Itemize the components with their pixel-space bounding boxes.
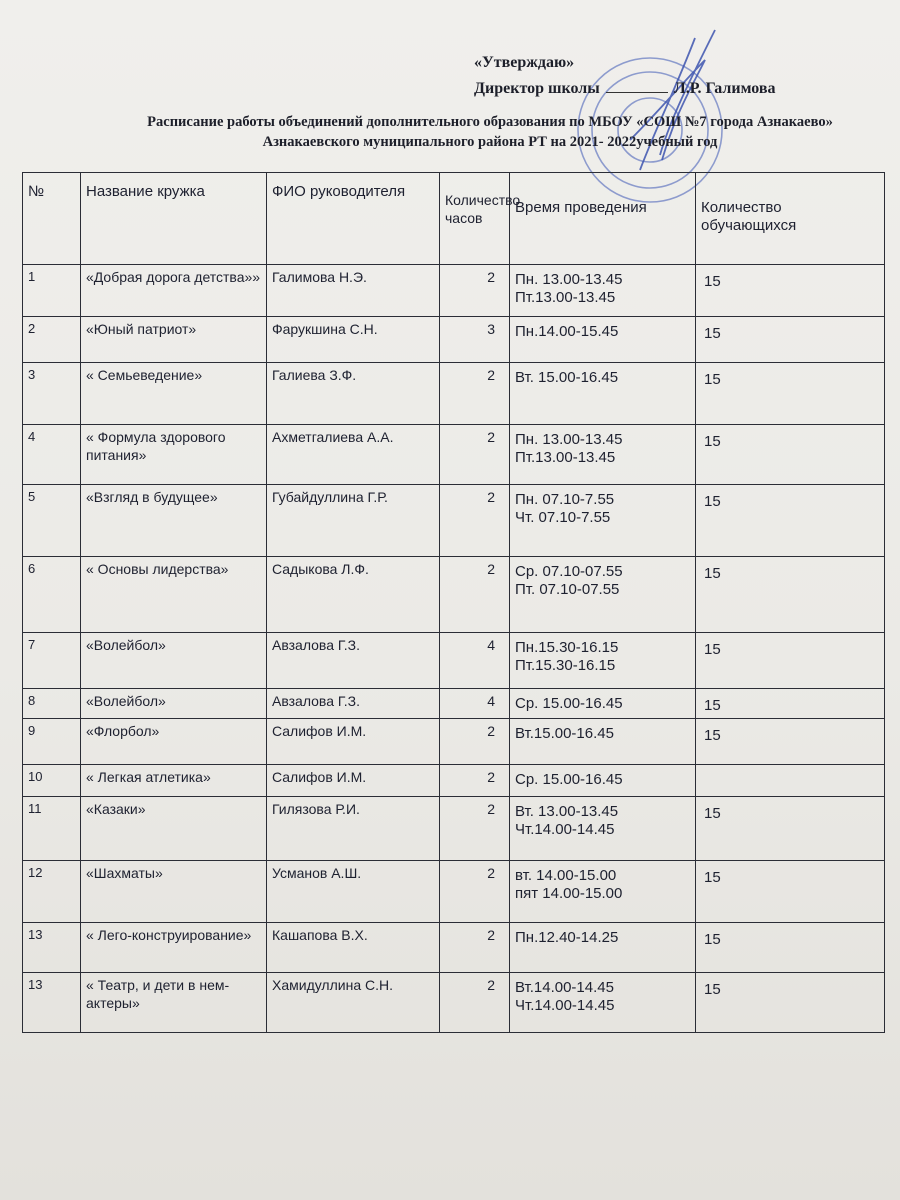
row-time-cell <box>510 765 696 797</box>
row-time-cell <box>510 363 696 425</box>
time-slot: Пт.13.00-13.45 <box>515 289 616 306</box>
time-slot: Вт.15.00-16.45 <box>515 725 614 742</box>
row-hours-cell: 4 <box>440 633 510 689</box>
row-num-cell: 3 <box>23 363 81 425</box>
row-num-cell: 10 <box>23 765 81 797</box>
row-leader-cell: Ахметгалиева А.А. <box>267 425 440 485</box>
row-name-cell: «Волейбол» <box>81 689 267 719</box>
row-num-cell: 1 <box>23 265 81 317</box>
table-header-row <box>23 173 885 265</box>
header-hours: Количество часов <box>440 173 510 265</box>
table-row <box>23 557 885 633</box>
row-name-cell: « Формула здорового питания» <box>81 425 267 485</box>
table-row <box>23 797 885 861</box>
row-name-cell: «Казаки» <box>81 797 267 861</box>
row-num-cell: 8 <box>23 689 81 719</box>
time-slot: Чт.14.00-14.45 <box>515 821 615 838</box>
row-hours-cell: 2 <box>440 485 510 557</box>
time-slot: пят 14.00-15.00 <box>515 885 623 902</box>
table-row <box>23 317 885 363</box>
row-name-cell: «Юный патриот» <box>81 317 267 363</box>
row-leader-cell: Садыкова Л.Ф. <box>267 557 440 633</box>
table-row <box>23 485 885 557</box>
time-slot: Чт. 07.10-7.55 <box>515 509 611 526</box>
row-name-cell: «Шахматы» <box>81 861 267 923</box>
approval-name: Л.Р. Галимова <box>673 80 776 97</box>
row-name-cell: « Легкая атлетика» <box>81 765 267 797</box>
row-name-cell: «Флорбол» <box>81 719 267 765</box>
table-row <box>23 923 885 973</box>
header-leader: ФИО руководителя <box>267 173 440 265</box>
table-row <box>23 719 885 765</box>
header-num: № <box>23 173 81 265</box>
row-name-cell: «Взгляд в будущее» <box>81 485 267 557</box>
row-students-cell: 15 <box>696 719 885 765</box>
row-leader-cell: Фарукшина С.Н. <box>267 317 440 363</box>
row-students-cell: 15 <box>696 797 885 861</box>
row-hours-cell: 2 <box>440 363 510 425</box>
row-hours-cell: 2 <box>440 797 510 861</box>
time-slot: Вт. 15.00-16.45 <box>515 369 619 386</box>
row-time-cell <box>510 923 696 973</box>
row-time-cell <box>510 557 696 633</box>
row-num-cell: 13 <box>23 923 81 973</box>
time-slot: Пн. 13.00-13.45 <box>515 271 623 288</box>
row-hours-cell: 2 <box>440 923 510 973</box>
row-hours-cell: 2 <box>440 557 510 633</box>
time-slot: Пт.15.30-16.15 <box>515 657 616 674</box>
row-leader-cell: Галиева З.Ф. <box>267 363 440 425</box>
row-num-cell: 9 <box>23 719 81 765</box>
time-slot: Вт. 13.00-13.45 <box>515 803 619 820</box>
row-time-cell <box>510 719 696 765</box>
row-leader-cell: Гилязова Р.И. <box>267 797 440 861</box>
row-time-cell <box>510 425 696 485</box>
time-slot: вт. 14.00-15.00 <box>515 867 617 884</box>
signature-line <box>606 92 668 93</box>
time-slot: Пн. 07.10-7.55 <box>515 491 615 508</box>
time-slot: Пн. 13.00-13.45 <box>515 431 623 448</box>
approval-role: Директор школы <box>474 80 600 97</box>
row-leader-cell: Хамидуллина С.Н. <box>267 973 440 1033</box>
row-num-cell: 7 <box>23 633 81 689</box>
row-hours-cell: 3 <box>440 317 510 363</box>
row-name-cell: « Семьеведение» <box>81 363 267 425</box>
table-row <box>23 265 885 317</box>
row-name-cell: « Театр, и дети в нем- актеры» <box>81 973 267 1033</box>
row-leader-cell: Усманов А.Ш. <box>267 861 440 923</box>
row-time-cell <box>510 861 696 923</box>
row-students-cell <box>696 765 885 797</box>
time-slot: Пт. 07.10-07.55 <box>515 581 620 598</box>
row-time-cell <box>510 265 696 317</box>
schedule-table <box>22 172 885 1033</box>
time-slot: Пт.13.00-13.45 <box>515 449 616 466</box>
row-hours-cell: 2 <box>440 425 510 485</box>
row-leader-cell: Авзалова Г.З. <box>267 633 440 689</box>
row-students-cell: 15 <box>696 317 885 363</box>
row-students-cell: 15 <box>696 557 885 633</box>
table-row <box>23 633 885 689</box>
row-hours-cell: 2 <box>440 973 510 1033</box>
row-students-cell: 15 <box>696 923 885 973</box>
time-slot: Ср. 07.10-07.55 <box>515 563 623 580</box>
row-time-cell <box>510 797 696 861</box>
row-students-cell: 15 <box>696 689 885 719</box>
row-students-cell: 15 <box>696 633 885 689</box>
row-students-cell: 15 <box>696 265 885 317</box>
row-leader-cell: Салифов И.М. <box>267 765 440 797</box>
row-students-cell: 15 <box>696 485 885 557</box>
row-name-cell: « Лего-конструирование» <box>81 923 267 973</box>
row-leader-cell: Кашапова В.Х. <box>267 923 440 973</box>
time-slot: Ср. 15.00-16.45 <box>515 771 623 788</box>
row-num-cell: 2 <box>23 317 81 363</box>
row-name-cell: « Основы лидерства» <box>81 557 267 633</box>
row-time-cell <box>510 485 696 557</box>
row-time-cell <box>510 317 696 363</box>
row-leader-cell: Галимова Н.Э. <box>267 265 440 317</box>
row-name-cell: «Волейбол» <box>81 633 267 689</box>
row-students-cell: 15 <box>696 425 885 485</box>
time-slot: Чт.14.00-14.45 <box>515 997 615 1014</box>
row-time-cell <box>510 689 696 719</box>
row-name-cell: «Добрая дорога детства»» <box>81 265 267 317</box>
time-slot: Пн.14.00-15.45 <box>515 323 619 340</box>
header-time: Время проведения <box>510 173 696 265</box>
row-num-cell: 12 <box>23 861 81 923</box>
row-students-cell: 15 <box>696 861 885 923</box>
row-num-cell: 5 <box>23 485 81 557</box>
row-hours-cell: 2 <box>440 765 510 797</box>
row-num-cell: 13 <box>23 973 81 1033</box>
row-time-cell <box>510 633 696 689</box>
table-row <box>23 363 885 425</box>
time-slot: Пн.12.40-14.25 <box>515 929 619 946</box>
row-num-cell: 6 <box>23 557 81 633</box>
time-slot: Пн.15.30-16.15 <box>515 639 619 656</box>
row-hours-cell: 4 <box>440 689 510 719</box>
table-row <box>23 861 885 923</box>
approval-block <box>474 50 776 102</box>
table-row <box>23 689 885 719</box>
header-name: Название кружка <box>81 173 267 265</box>
row-hours-cell: 2 <box>440 861 510 923</box>
row-num-cell: 4 <box>23 425 81 485</box>
table-row <box>23 973 885 1033</box>
time-slot: Ср. 15.00-16.45 <box>515 695 623 712</box>
approval-heading: «Утверждаю» <box>474 54 575 71</box>
header-students: Количество обучающихся <box>696 173 885 265</box>
row-students-cell: 15 <box>696 973 885 1033</box>
document-title: Расписание работы объединений дополнительного образования по МБОУ «СОШ №7 города Азнакаево» Азнакаевского муниципального района РТ на 2021- 2022учебный год <box>147 114 833 150</box>
row-students-cell: 15 <box>696 363 885 425</box>
table-row <box>23 425 885 485</box>
table-row <box>23 765 885 797</box>
row-leader-cell: Губайдуллина Г.Р. <box>267 485 440 557</box>
time-slot: Вт.14.00-14.45 <box>515 979 614 996</box>
row-leader-cell: Салифов И.М. <box>267 719 440 765</box>
row-num-cell: 11 <box>23 797 81 861</box>
row-hours-cell: 2 <box>440 265 510 317</box>
row-leader-cell: Авзалова Г.З. <box>267 689 440 719</box>
row-hours-cell: 2 <box>440 719 510 765</box>
row-time-cell <box>510 973 696 1033</box>
